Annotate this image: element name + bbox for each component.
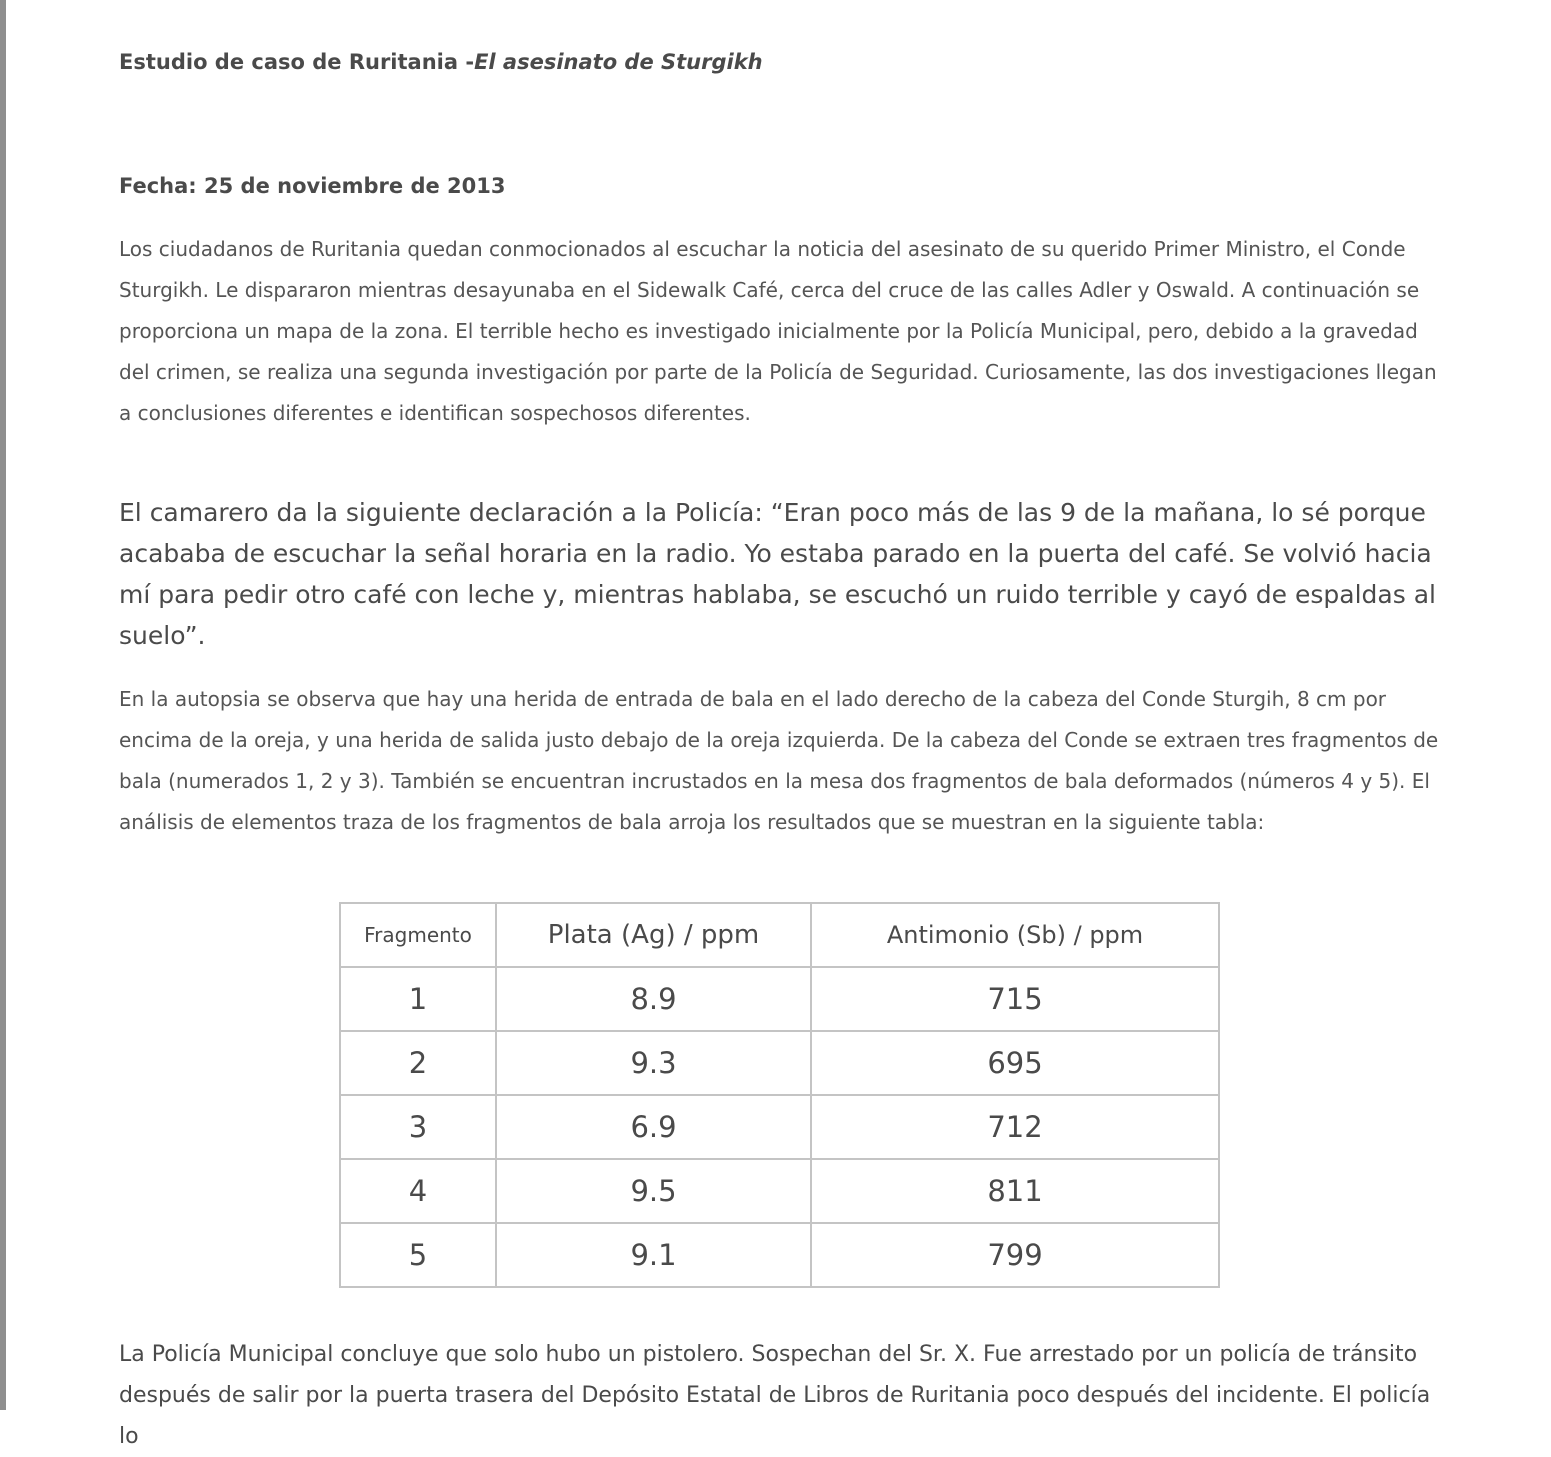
waiter-statement: El camarero da la siguiente declaración a la Policía: “Eran poco más de las 9 de la mañana, lo sé porque acababa de escuchar la señal horaria en la radio. Yo estaba parado en la puerta del café. Se volvió hacia mí para pedir otro café con leche y, mientras hablaba, se escuchó un ruido terrible y cayó de espaldas al suelo”. (119, 498, 1436, 650)
table-row (340, 1095, 1219, 1159)
cell-antimony: 811 (811, 1159, 1219, 1223)
cell-fragment: 5 (340, 1223, 496, 1287)
table-row (340, 967, 1219, 1031)
cell-silver: 6.9 (496, 1095, 811, 1159)
cell-antimony: 715 (811, 967, 1219, 1031)
document-date: Fecha: 25 de noviembre de 2013 (119, 174, 506, 198)
cell-fragment: 2 (340, 1031, 496, 1095)
cell-silver: 8.9 (496, 967, 811, 1031)
fragment-table-container (339, 902, 1220, 1288)
cell-silver: 9.5 (496, 1159, 811, 1223)
header-silver: Plata (Ag) / ppm (496, 903, 811, 967)
document-title (119, 50, 763, 74)
table-row (340, 1223, 1219, 1287)
table-row (340, 1031, 1219, 1095)
title-main: Estudio de caso de Ruritania - (119, 50, 475, 74)
title-italic: El asesinato de Sturgikh (474, 50, 763, 74)
cell-antimony: 712 (811, 1095, 1219, 1159)
cell-fragment: 3 (340, 1095, 496, 1159)
header-fragment: Fragmento (340, 903, 496, 967)
table-row (340, 1159, 1219, 1223)
cell-fragment: 4 (340, 1159, 496, 1223)
fragment-analysis-table (339, 902, 1220, 1288)
intro-paragraph: Los ciudadanos de Ruritania quedan conmocionados al escuchar la noticia del asesinato de su querido Primer Ministro, el Conde Sturgikh. Le dispararon mientras desayunaba en el Sidewalk Café, cerca del cruce de las calles Adler y Oswald. A continuación se proporciona un mapa de la zona. El terrible hecho es investigado inicialmente por la Policía Municipal, pero, debido a la gravedad del crimen, se realiza una segunda investigación por parte de la Policía de Seguridad. Curiosamente, las dos investigaciones llegan a conclusiones diferentes e identifican sospechosos diferentes. (119, 237, 1437, 425)
cell-silver: 9.1 (496, 1223, 811, 1287)
cell-antimony: 695 (811, 1031, 1219, 1095)
left-border (0, 0, 6, 1410)
cell-fragment: 1 (340, 967, 496, 1031)
header-antimony: Antimonio (Sb) / ppm (811, 903, 1219, 967)
cell-antimony: 799 (811, 1223, 1219, 1287)
table-header-row (340, 903, 1219, 967)
cell-silver: 9.3 (496, 1031, 811, 1095)
police-conclusion-paragraph: La Policía Municipal concluye que solo hubo un pistolero. Sospechan del Sr. X. Fue arrestado por un policía de tránsito después de salir por la puerta trasera del Depósito Estatal de Libros de Ruritania poco después del incidente. El policía lo (119, 1342, 1431, 1449)
autopsy-paragraph: En la autopsia se observa que hay una herida de entrada de bala en el lado derecho de la cabeza del Conde Sturgih, 8 cm por encima de la oreja, y una herida de salida justo debajo de la oreja izquierda. De la cabeza del Conde se extraen tres fragmentos de bala (numerados 1, 2 y 3). También se encuentran incrustados en la mesa dos fragmentos de bala deformados (números 4 y 5). El análisis de elementos traza de los fragmentos de bala arroja los resultados que se muestran en la siguiente tabla: (119, 687, 1439, 834)
